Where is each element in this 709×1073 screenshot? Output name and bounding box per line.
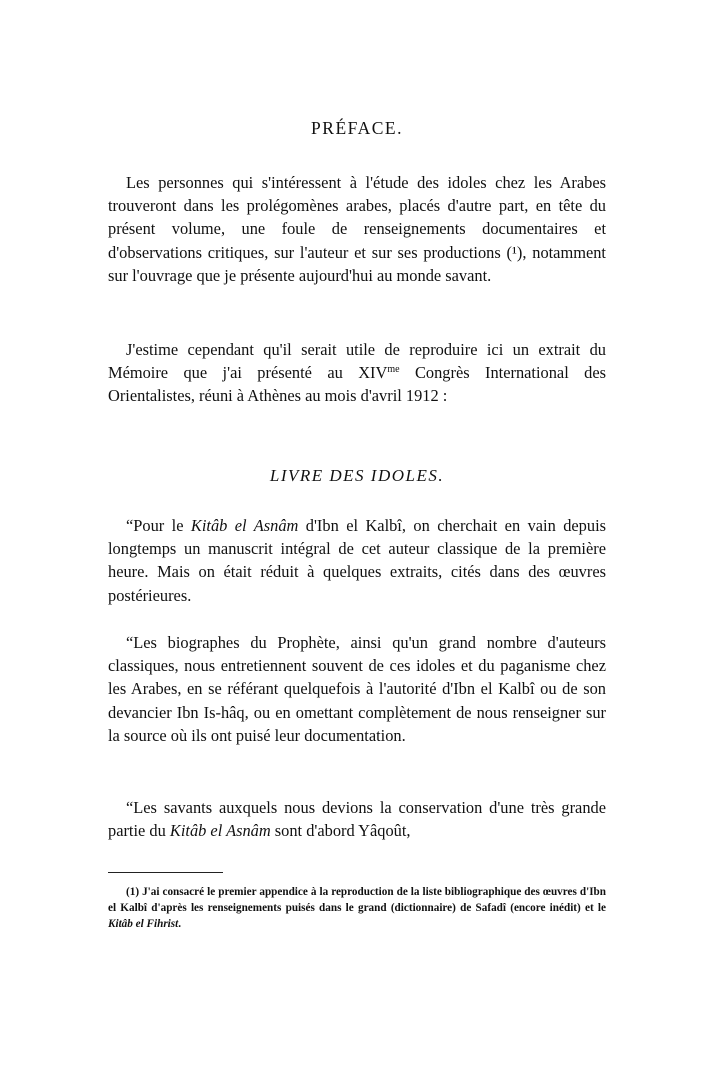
paragraph-quote-3 [108,796,606,842]
quote-3-text-a: “Les savants auxquels nous devions la conservation d'une très grande partie du [108,798,606,841]
ordinal-superscript: me [387,364,400,376]
paragraph-memoire-text-a: J'estime cependant qu'il serait utile de reproduire ici un extrait du Mémoire que j'ai présenté au XIV [108,340,606,383]
footnote-text-a: (1) J'ai consacré le premier appendice à la reproduction de la liste bibliographique des œuvres d'Ibn el Kalbî d'après les renseignements puisés dans le grand (dictionnaire) de Safadî (encore inédit) et le [108,886,606,914]
quote-1-text-b: d'Ibn el Kalbî, on cherchait en vain depuis longtemps un manuscrit intégral de cet auteur classique de la première heure. Mais on était réduit à quelques extraits, cités dans des œuvres postérieures. [108,516,607,605]
paragraph-memoire-text-b: Congrès International des Orientalistes, réuni à Athènes au mois d'avril 1912 : [108,363,607,406]
footnote-divider [108,872,223,873]
quote-3-text-b: sont d'abord Yâqoût, [270,821,411,841]
footnote [108,884,606,932]
book-title-italic: Kitâb el Asnâm [169,821,271,841]
footnote-book-title: Kitâb el Fihrist [108,918,179,930]
paragraph-intro: Les personnes qui s'intéressent à l'étude des idoles chez les Arabes trouveront dans les prolégomènes arabes, placés d'autre part, en tête du présent volume, une foule de renseignements documentaires et d'observations critiques, sur l'auteur et sur ses productions (¹), notamment sur l'ouvrage que je présente aujourd'hui au monde savant. [108,173,606,285]
book-title-italic: Kitâb el Asnâm [190,516,299,535]
quote-1-text-a: “Pour le [126,516,191,535]
footnote-text-b: . [178,918,182,930]
section-heading: LIVRE DES IDOLES. [269,466,445,485]
paragraph-quote-1 [108,514,606,607]
page-title: PRÉFACE. [311,118,403,138]
paragraph-memoire [108,338,606,408]
paragraph-quote-2: “Les biographes du Prophète, ainsi qu'un grand nombre d'auteurs classiques, nous entretiennent souvent de ces idoles et du paganisme chez les Arabes, en se référant quelquefois à l'autorité d'Ibn el Kalbî ou de son devancier Ibn Is-hâq, ou en omettant complètement de nous renseigner sur la source où ils ont puisé leur documentation. [108,633,606,745]
